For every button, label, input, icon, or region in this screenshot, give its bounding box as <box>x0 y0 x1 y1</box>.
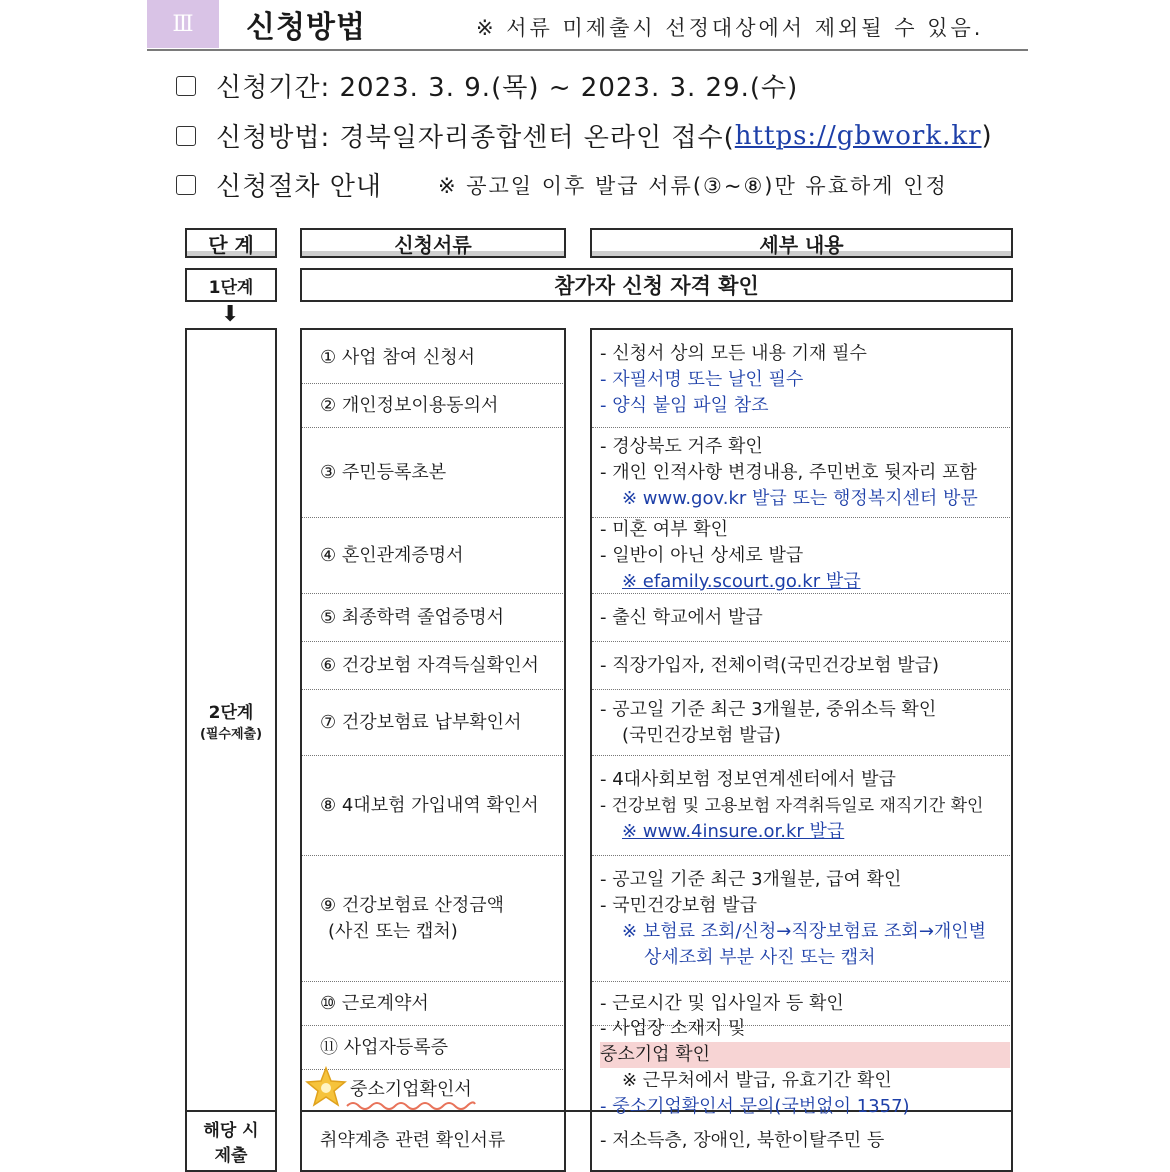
doc-row <box>302 384 563 428</box>
checkbox-icon <box>176 76 196 96</box>
detail-text: - 개인 인적사항 변경내용, 주민번호 뒷자리 포함 <box>600 461 977 483</box>
detail-row <box>592 518 1010 594</box>
detail-text: - 양식 붙임 파일 참조 <box>600 394 769 416</box>
doc-text: 중소기업확인서 <box>350 1079 472 1100</box>
doc-row <box>302 690 563 756</box>
doc-text: ① 사업 참여 신청서 <box>320 346 476 368</box>
detail-row <box>592 690 1010 756</box>
checkbox-icon <box>176 175 196 195</box>
stage2-sub: (필수제출) <box>199 727 263 742</box>
highlight-text: 중소기업 확인 <box>600 1042 1010 1068</box>
doc-row <box>302 332 563 384</box>
star-icon <box>305 1066 347 1108</box>
detail-row <box>592 1112 1010 1170</box>
section-note: ※ 서류 미제출시 선정대상에서 제외될 수 있음. <box>476 16 984 40</box>
detail-text: - 사업장 소재지 및 <box>600 1018 746 1039</box>
stage3-text-1: 해당 시 <box>203 1121 259 1141</box>
method-item <box>176 117 993 154</box>
doc-row <box>302 1112 563 1170</box>
doc-text: ⑨ 건강보험료 산정금액 <box>320 894 505 916</box>
4insure-link[interactable]: ※ www.4insure.or.kr 발급 <box>622 820 845 842</box>
stage2-label <box>185 328 277 1112</box>
stage2-text: 2단계 <box>208 703 254 723</box>
stage1-content-text: 참가자 신청 자격 확인 <box>554 274 759 298</box>
doc-text: 취약계층 관련 확인서류 <box>320 1130 506 1151</box>
detail-row <box>592 642 1010 690</box>
detail-row <box>592 428 1010 518</box>
doc-text: ⑦ 건강보험료 납부확인서 <box>320 711 522 733</box>
detail-text: - 근로시간 및 입사일자 등 확인 <box>600 992 844 1014</box>
detail-text: 상세조회 부분 사진 또는 캡처 <box>644 946 876 968</box>
detail-text: - 중소기업확인서 문의(국번없이 1357) <box>600 1096 910 1117</box>
efamily-link[interactable]: ※ efamily.scourt.go.kr 발급 <box>622 570 861 592</box>
doc-row <box>302 1026 563 1070</box>
procedure-item <box>176 166 948 203</box>
detail-row <box>592 1018 1010 1117</box>
header-docs: 신청서류 <box>300 228 566 258</box>
stage1-label <box>185 268 277 302</box>
doc-row <box>302 428 563 518</box>
doc-row <box>302 518 563 594</box>
stage1-text: 1단계 <box>208 277 254 298</box>
detail-row <box>592 594 1010 642</box>
detail-text: (국민건강보험 발급) <box>622 724 781 746</box>
detail-row <box>592 756 1010 856</box>
doc-text: ④ 혼인관계증명서 <box>320 544 464 566</box>
stage1-content <box>300 268 1013 302</box>
method-text: 신청방법: 경북일자리종합센터 온라인 접수( <box>216 123 735 153</box>
doc-text: (사진 또는 캡처) <box>328 920 458 942</box>
detail-text: - 건강보험 및 고용보험 자격취득일로 재직기간 확인 <box>600 795 984 816</box>
doc-text: ⑩ 근로계약서 <box>320 992 429 1014</box>
doc-row <box>302 594 563 642</box>
doc-text: ③ 주민등록초본 <box>320 461 447 483</box>
section-divider <box>147 49 1028 51</box>
gbwork-link[interactable]: https://gbwork.kr <box>734 120 982 151</box>
doc-text: ⑥ 건강보험 자격득실확인서 <box>320 654 539 676</box>
detail-text: ※ 근무처에서 발급, 유효기간 확인 <box>622 1070 892 1091</box>
doc-row <box>302 756 563 856</box>
detail-row <box>592 332 1010 428</box>
gov-link[interactable]: ※ www.gov.kr 발급 또는 행정복지센터 방문 <box>622 487 978 509</box>
header-stage: 단 계 <box>185 228 277 258</box>
detail-text: - 신청서 상의 모든 내용 기재 필수 <box>600 342 867 364</box>
detail-text: - 공고일 기준 최근 3개월분, 급여 확인 <box>600 868 902 890</box>
stage3-text-2: 제출 <box>214 1146 248 1166</box>
procedure-text: 신청절차 안내 <box>216 172 382 202</box>
detail-text: - 경상북도 거주 확인 <box>600 435 763 457</box>
period-item <box>176 67 798 104</box>
detail-text: - 4대사회보험 정보연계센터에서 발급 <box>600 768 896 790</box>
procedure-note: ※ 공고일 이후 발급 서류(③~⑧)만 유효하게 인정 <box>437 173 948 198</box>
section-number: Ⅲ <box>147 0 219 48</box>
period-text: 신청기간: 2023. 3. 9.(목) ~ 2023. 3. 29.(수) <box>216 73 799 103</box>
doc-row <box>302 642 563 690</box>
detail-text: - 공고일 기준 최근 3개월분, 중위소득 확인 <box>600 698 937 720</box>
detail-text: - 일반이 아닌 상세로 발급 <box>600 544 804 566</box>
detail-row <box>592 856 1010 982</box>
method-suffix: ) <box>981 120 993 151</box>
detail-text: - 출신 학교에서 발급 <box>600 606 763 628</box>
checkbox-icon <box>176 126 196 146</box>
detail-text: - 저소득층, 장애인, 북한이탈주민 등 <box>600 1130 885 1151</box>
stage3-label <box>185 1110 277 1172</box>
doc-text: ② 개인정보이용동의서 <box>320 394 499 416</box>
squiggle-underline <box>345 1098 477 1112</box>
doc-text: ⑪ 사업자등록증 <box>320 1036 449 1058</box>
down-arrow-icon: ⬇ <box>221 302 240 327</box>
doc-text: ⑤ 최종학력 졸업증명서 <box>320 606 505 628</box>
detail-text: - 자필서명 또는 날인 필수 <box>600 368 804 390</box>
detail-text: - 미혼 여부 확인 <box>600 518 728 540</box>
header-details: 세부 내용 <box>590 228 1013 258</box>
detail-text: - 국민건강보험 발급 <box>600 894 758 916</box>
section-title: 신청방법 <box>246 10 366 45</box>
detail-text: ※ 보험료 조회/신청→직장보험료 조회→개인별 <box>622 920 987 942</box>
doc-row <box>302 982 563 1026</box>
doc-row <box>302 856 563 982</box>
detail-text: - 직장가입자, 전체이력(국민건강보험 발급) <box>600 654 940 676</box>
doc-text: ⑧ 4대보험 가입내역 확인서 <box>320 794 539 816</box>
